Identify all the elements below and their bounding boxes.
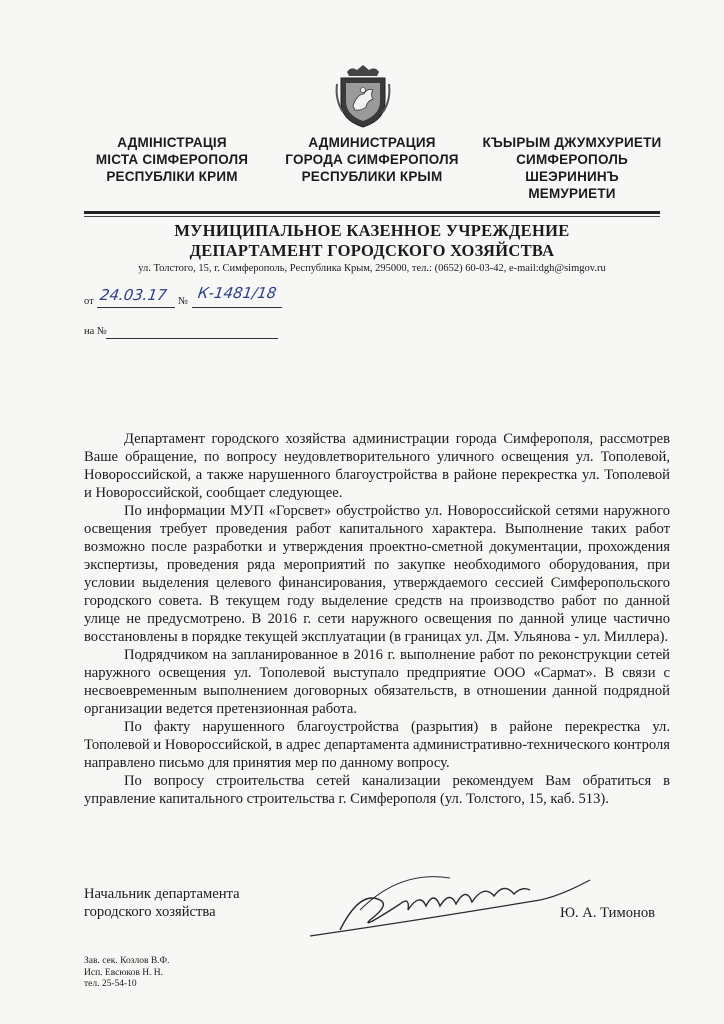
body-paragraph: По факту нарушенного благоустройства (разрытия) в районе перекрестка ул. Тополевой и Новороссийской, в адрес департамента административно-технического контроля направлено письмо для принятия мер по данному вопросу. [84, 719, 670, 771]
executor-info [84, 956, 169, 991]
header-ru-line: АДМИНИСТРАЦИЯ [308, 135, 436, 150]
header-crh [472, 134, 672, 202]
header-ua [72, 134, 272, 185]
reply-to-label: на № [84, 326, 107, 337]
header-ru [262, 134, 482, 185]
date-line [97, 307, 175, 308]
header-ua-line: РЕСПУБЛІКИ КРИМ [106, 169, 238, 184]
department-title-line1: МУНИЦИПАЛЬНОЕ КАЗЕННОЕ УЧРЕЖДЕНИЕ [174, 221, 570, 240]
signatory-position-line: городского хозяйства [84, 904, 216, 920]
from-date-label: от [84, 296, 94, 307]
header-divider-thin [84, 216, 660, 217]
header-crh-line: ШЕЭРИНИНЪ [525, 169, 619, 184]
header-crh-line: МЕМУРИЕТИ [528, 186, 616, 201]
coat-of-arms-icon [333, 64, 393, 128]
number-label: № [178, 296, 189, 307]
header-ru-line: ГОРОДА СИМФЕРОПОЛЯ [285, 152, 459, 167]
signatory-position [84, 885, 240, 921]
header-divider [84, 211, 660, 214]
executor-line: Исп. Евсюков Н. Н. [84, 967, 164, 978]
department-title-line2: ДЕПАРТАМЕНТ ГОРОДСКОГО ХОЗЯЙСТВА [189, 241, 555, 260]
signatory-position-line: Начальник департамента [84, 886, 240, 902]
body-paragraph: По вопросу строительства сетей канализации рекомендуем Вам обратиться в управление капитального строительства г. Симферополя (ул. Толстого, 15, каб. 513). [84, 773, 670, 807]
executor-line: тел. 25-54-10 [84, 979, 137, 989]
reply-to-line [106, 338, 278, 339]
letter-body [84, 430, 670, 808]
department-address: ул. Толстого, 15, г. Симферополь, Республика Крым, 295000, тел.: (0652) 60-03-42, e-mail:dgh@simgov.ru [138, 263, 606, 274]
number-line [192, 307, 282, 308]
header-crh-line: КЪЫРЫМ ДЖУМХУРИЕТИ [482, 135, 662, 150]
executor-line: Зав. сек. Козлов В.Ф. [84, 956, 170, 966]
number-handwritten: К-1481/18 [196, 284, 278, 302]
body-paragraph: Подрядчиком на запланированное в 2016 г. выполнение работ по реконструкции сетей наружного освещения ул. Тополевой выступало предприятие ООО «Сармат». В связи с несвоевременным выполнением договорных обязательств, в отношении данной подрядной организации ведется претензионная работа. [84, 647, 670, 717]
header-ua-line: МІСТА СІМФЕРОПОЛЯ [95, 152, 249, 167]
date-handwritten: 24.03.17 [98, 286, 169, 304]
handwritten-signature [300, 860, 600, 940]
header-ua-line: АДМІНІСТРАЦІЯ [117, 135, 227, 150]
signatory-name: Ю. А. Тимонов [560, 905, 656, 921]
body-paragraph: Департамент городского хозяйства администрации города Симферополя, рассмотрев Ваше обращение, по вопросу неудовлетворительного уличного освещения ул. Тополевой, Новороссийской, а также нарушенного благоустройства в районе перекрестка ул. Тополевой и Новороссийской, сообщает следующее. [84, 431, 670, 501]
header-ru-line: РЕСПУБЛИКИ КРЫМ [301, 169, 443, 184]
body-paragraph: По информации МУП «Горсвет» обустройство ул. Новороссийской сетями наружного освещения требует проведения работ капитального характера. Выполнение таких работ возможно после разработки и утверждения проектно-сметной документации, прохождения экспертизы, проведения ряда мероприятий по закупке необходимого оборудования, при условии выделения целевого финансирования, утверждаемого сессией Симферопольского городского совета. В текущем году выделение средств на производство работ по данной улице не предусмотрено. В 2016 г. сети наружного освещения по данной улице частично восстановлены в порядке текущей эксплуатации (в границах ул. Дм. Ульянова - ул. Миллера). [84, 503, 670, 645]
header-crh-line: СИМФЕРОПОЛЬ [516, 152, 628, 167]
